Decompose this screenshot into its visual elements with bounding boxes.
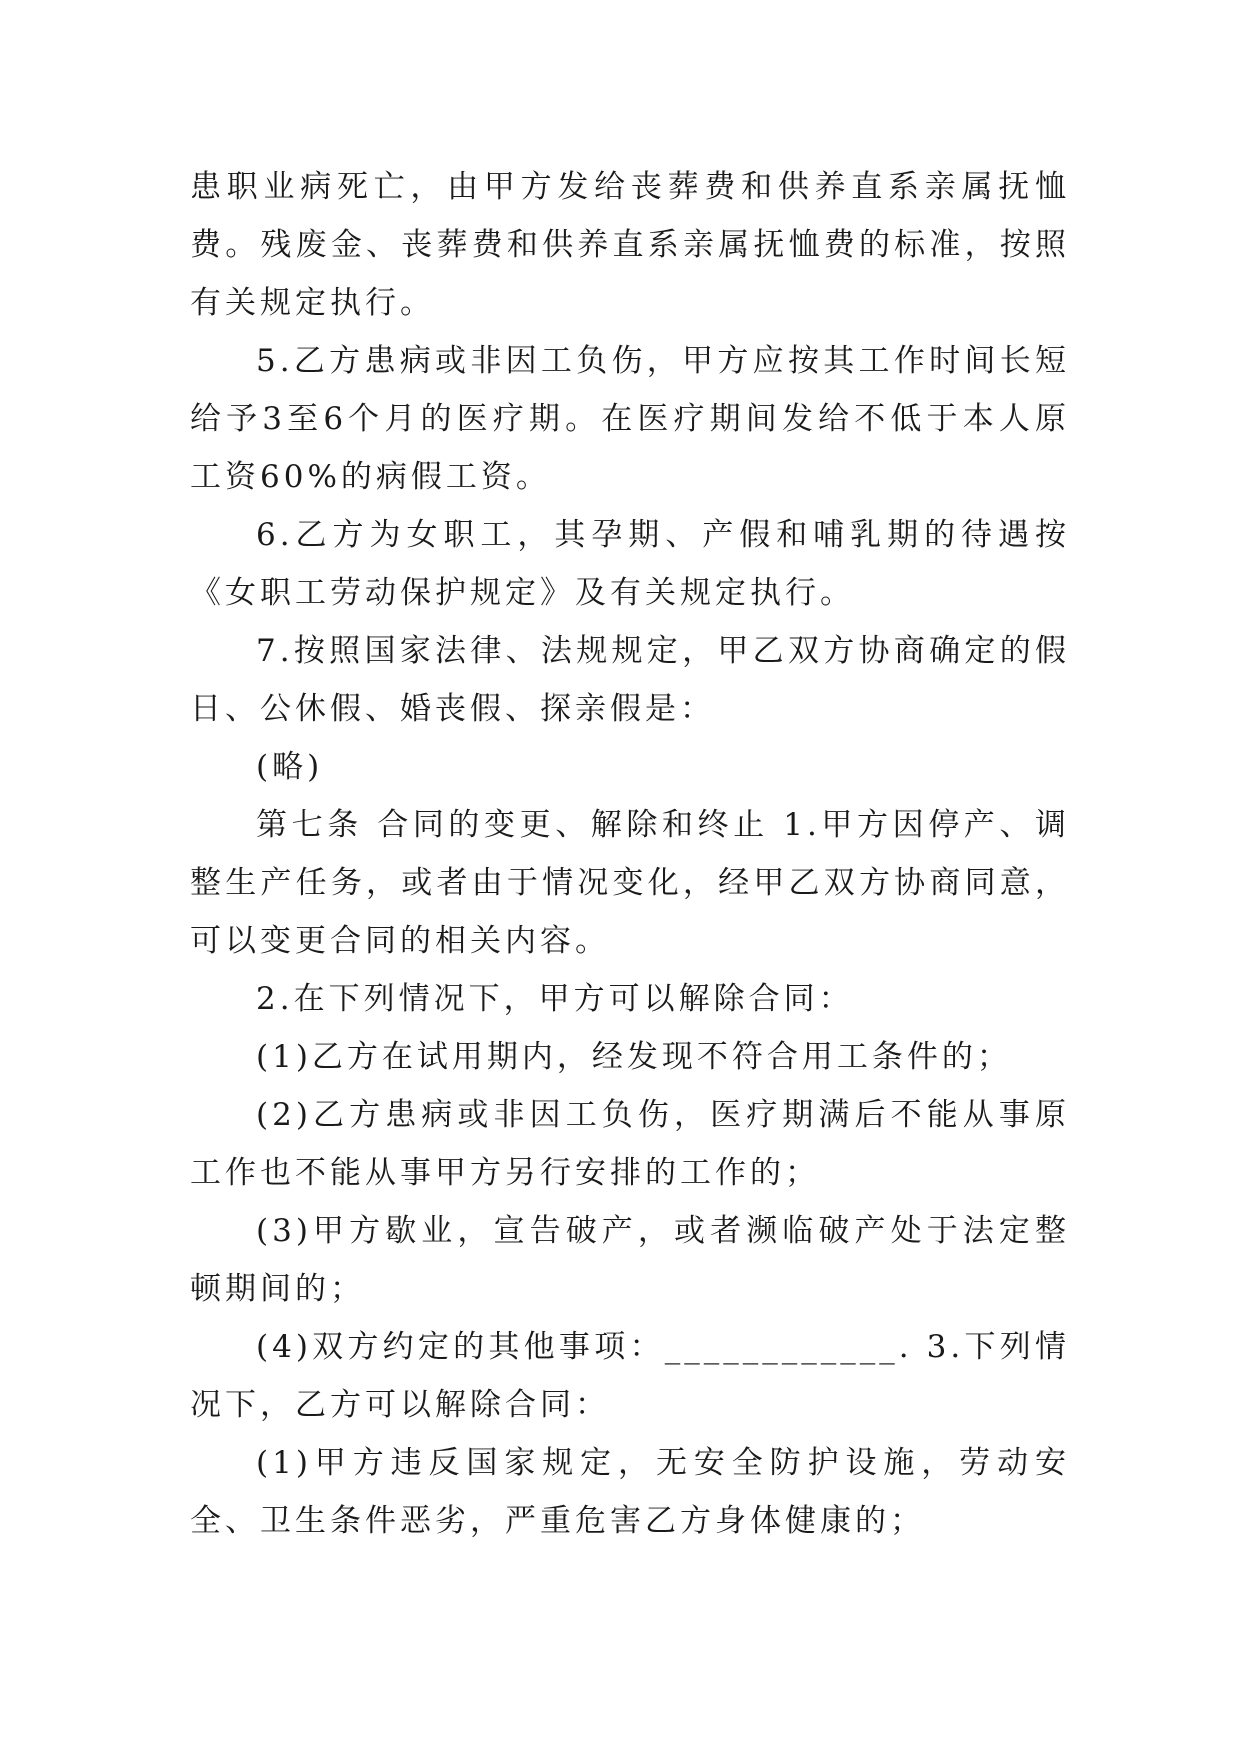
paragraph-2: 5.乙方患病或非因工负伤，甲方应按其工作时间长短给予3至6个月的医疗期。在医疗期间发给不低于本人原工资60%的病假工资。 <box>190 343 1070 495</box>
paragraph-3: 6.乙方为女职工，其孕期、产假和哺乳期的待遇按《女职工劳动保护规定》及有关规定执行。 <box>190 517 1070 611</box>
paragraph-7: 2.在下列情况下，甲方可以解除合同： <box>256 981 854 1017</box>
contract-body-text <box>190 158 1070 1550</box>
paragraph-5: (略) <box>256 749 324 785</box>
paragraph-11: (4)双方约定的其他事项：____________. 3.下列情况下，乙方可以解除合同： <box>190 1329 1070 1423</box>
paragraph-12: (1)甲方违反国家规定，无安全防护设施，劳动安全、卫生条件恶劣，严重危害乙方身体健康的； <box>190 1445 1070 1539</box>
paragraph-4: 7.按照国家法律、法规规定，甲乙双方协商确定的假日、公休假、婚丧假、探亲假是： <box>190 633 1070 727</box>
paragraph-6: 第七条 合同的变更、解除和终止 1.甲方因停产、调整生产任务，或者由于情况变化，经甲乙双方协商同意，可以变更合同的相关内容。 <box>190 807 1070 959</box>
paragraph-8: (1)乙方在试用期内，经发现不符合用工条件的； <box>256 1039 1012 1075</box>
paragraph-1: 患职业病死亡，由甲方发给丧葬费和供养直系亲属抚恤费。残废金、丧葬费和供养直系亲属抚恤费的标准，按照有关规定执行。 <box>190 169 1070 321</box>
paragraph-10: (3)甲方歇业，宣告破产，或者濒临破产处于法定整顿期间的； <box>190 1213 1070 1307</box>
paragraph-9: (2)乙方患病或非因工负伤，医疗期满后不能从事原工作也不能从事甲方另行安排的工作的； <box>190 1097 1070 1191</box>
